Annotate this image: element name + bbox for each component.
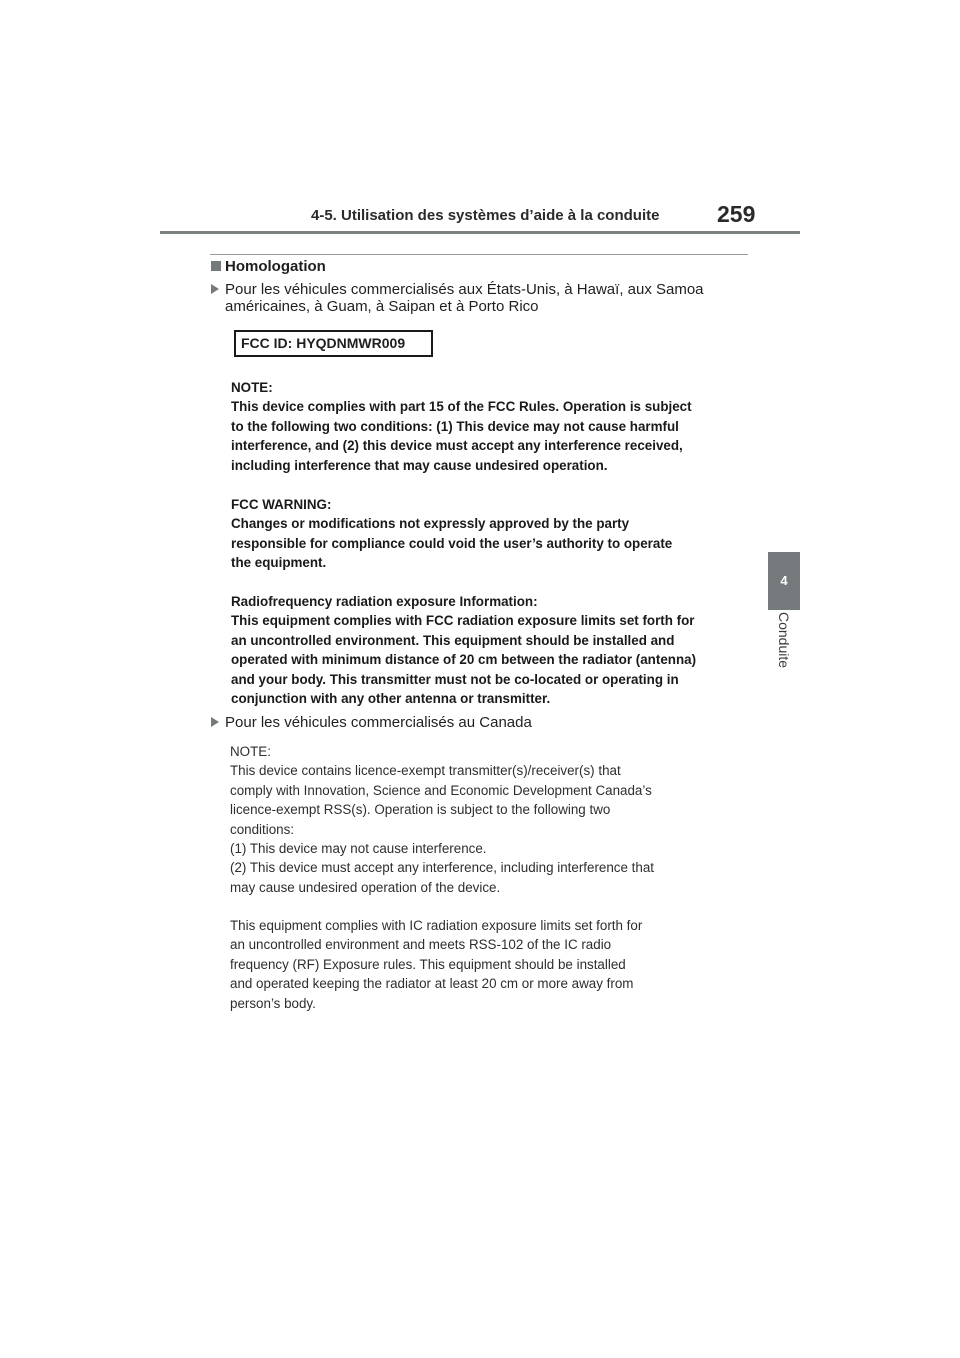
ic-exposure-line: person’s body. bbox=[230, 995, 316, 1011]
triangle-bullet-icon bbox=[211, 284, 219, 294]
fcc-radiation-line: and your body. This transmitter must not be co-located or operating in bbox=[231, 671, 679, 687]
ic-note-line: This device contains licence-exempt transmitter(s)/receiver(s) that bbox=[230, 763, 621, 779]
ic-note-line: may cause undesired operation of the device. bbox=[230, 879, 501, 895]
fcc-warning-line: responsible for compliance could void the user’s authority to operate bbox=[231, 535, 673, 551]
ic-note-line: (2) This device must accept any interference, including interference that bbox=[230, 860, 655, 876]
fcc-warning-block bbox=[231, 495, 741, 573]
chapter-tab: 4 bbox=[768, 552, 800, 610]
page-header bbox=[0, 0, 960, 240]
ic-note-line: comply with Innovation, Science and Economic Development Canada’s bbox=[230, 782, 652, 798]
fcc-radiation-line: operated with minimum distance of 20 cm between the radiator (antenna) bbox=[231, 652, 697, 668]
ic-exposure-block bbox=[230, 916, 740, 1013]
bullet-us-line-2: américaines, à Guam, à Saipan et à Porto Rico bbox=[225, 298, 539, 315]
bullet-us bbox=[211, 281, 751, 315]
square-bullet-icon bbox=[211, 261, 221, 271]
section-heading-text: Homologation bbox=[225, 258, 326, 275]
fcc-radiation-line: an uncontrolled environment. This equipment should be installed and bbox=[231, 632, 675, 648]
fcc-note-line: This device complies with part 15 of the FCC Rules. Operation is subject bbox=[231, 399, 692, 415]
ic-exposure-line: and operated keeping the radiator at least 20 cm or more away from bbox=[230, 976, 634, 992]
ic-note-block bbox=[230, 742, 740, 897]
fcc-radiation-line: This equipment complies with FCC radiation exposure limits set forth for bbox=[231, 613, 695, 629]
ic-note-line: (1) This device may not cause interference. bbox=[230, 841, 487, 857]
fcc-note-line: NOTE: bbox=[231, 380, 273, 395]
section-divider bbox=[210, 254, 748, 255]
section-title: 4-5. Utilisation des systèmes d’aide à la conduite bbox=[311, 207, 660, 224]
ic-exposure-line: an uncontrolled environment and meets RSS-102 of the IC radio bbox=[230, 937, 612, 953]
fcc-radiation-line: conjunction with any other antenna or transmitter. bbox=[231, 691, 551, 707]
triangle-bullet-icon bbox=[211, 717, 219, 727]
ic-exposure-line: frequency (RF) Exposure rules. This equipment should be installed bbox=[230, 956, 626, 972]
fcc-warning-line: FCC WARNING: bbox=[231, 497, 332, 512]
fcc-radiation-line: Radiofrequency radiation exposure Information: bbox=[231, 594, 538, 609]
fcc-note-line: including interference that may cause undesired operation. bbox=[231, 457, 608, 473]
page-number: 259 bbox=[717, 201, 756, 227]
section-heading bbox=[211, 258, 326, 275]
ic-exposure-line: This equipment complies with IC radiation exposure limits set forth for bbox=[230, 918, 643, 933]
chapter-label: Conduite bbox=[776, 612, 792, 669]
bullet-canada-line-1: Pour les véhicules commercialisés au Canada bbox=[225, 714, 532, 731]
fcc-note-block bbox=[231, 378, 741, 475]
fcc-note-line: interference, and (2) this device must accept any interference received, bbox=[231, 438, 683, 454]
ic-note-line: conditions: bbox=[230, 821, 295, 837]
fcc-warning-line: Changes or modifications not expressly approved by the party bbox=[231, 516, 630, 532]
bullet-canada bbox=[211, 714, 751, 731]
bullet-us-line-1: Pour les véhicules commercialisés aux États-Unis, à Hawaï, aux Samoa bbox=[225, 281, 704, 298]
ic-note-line: NOTE: bbox=[230, 744, 271, 759]
fcc-radiation-block bbox=[231, 592, 741, 708]
fcc-note-line: to the following two conditions: (1) This device may not cause harmful bbox=[231, 418, 679, 434]
header-divider bbox=[160, 231, 800, 234]
ic-note-line: licence-exempt RSS(s). Operation is subject to the following two bbox=[230, 802, 611, 818]
fcc-id-box: FCC ID: HYQDNMWR009 bbox=[234, 330, 433, 357]
fcc-warning-line: the equipment. bbox=[231, 555, 327, 571]
